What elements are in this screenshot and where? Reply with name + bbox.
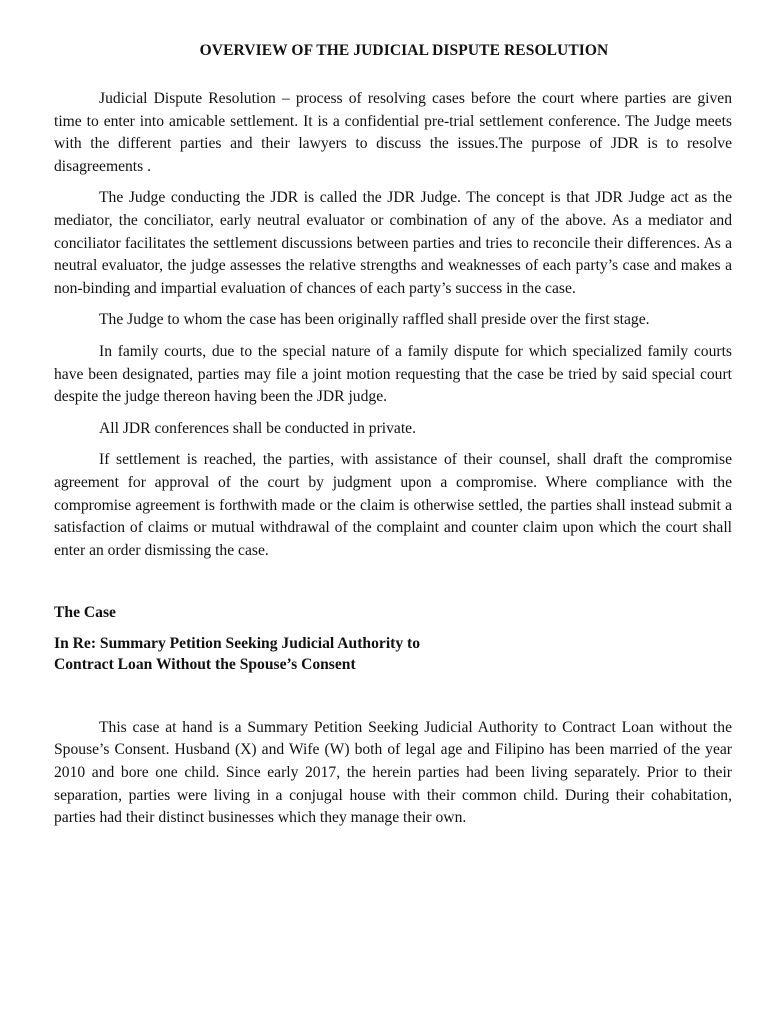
paragraph-family-courts: In family courts, due to the special nature of a family dispute for which specialized family courts have been designated, parties may file a joint motion requesting that the case be tried by said special court despite the judge thereon having been the JDR judge. — [54, 342, 732, 406]
paragraph-settlement: If settlement is reached, the parties, with assistance of their counsel, shall draft the compromise agreement for approval of the court by judgment upon a compromise. Where compliance with the compromise agreement is forthwith made or the claim is otherwise settled, the parties shall instead submit a satisfaction of claims or mutual withdrawal of the complaint and counter claim upon which the court shall enter an order dismissing the case. — [54, 451, 732, 559]
paragraph-case-facts: This case at hand is a Summary Petition Seeking Judicial Authority to Contract Loan without the Spouse’s Consent. Husband (X) and Wife (W) both of legal age and Filipino has been married of the year 2010 and bore one child. Since early 2017, the herein parties had been living separately. Prior to their separation, parties were living in a conjugal house with their common child. During their cohabitation, parties had their distinct businesses which they manage their own. — [54, 718, 732, 827]
paragraph-jdr-definition: Judicial Dispute Resolution – process of resolving cases before the court where parties are given time to enter into amicable settlement. It is a confidential pre-trial settlement conference. The Judge meets with the different parties and their lawyers to discuss the issues.The purpose of JDR is to resolve disagreements . — [54, 90, 732, 175]
case-title: In Re: Summary Petition Seeking Judicial Authority to Contract Loan Without the Spouse’s Consent — [54, 634, 421, 674]
paragraph-private-conferences: All JDR conferences shall be conducted in private. — [99, 419, 416, 437]
paragraph-first-stage: The Judge to whom the case has been originally raffled shall preside over the first stage. — [99, 311, 650, 329]
document-page — [54, 42, 732, 839]
paragraph-jdr-judge: The Judge conducting the JDR is called the JDR Judge. The concept is that JDR Judge act as the mediator, the conciliator, early neutral evaluator or combination of any of the above. As a mediator and conciliator facilitates the settlement discussions between parties and tries to reconcile their differences. As a neutral evaluator, the judge assesses the relative strengths and weaknesses of each party’s case and makes a non-binding and impartial evaluation of chances of each party’s success in the case. — [54, 189, 732, 297]
document-title: OVERVIEW OF THE JUDICIAL DISPUTE RESOLUTION — [199, 42, 609, 59]
case-section-heading: The Case — [54, 604, 116, 622]
